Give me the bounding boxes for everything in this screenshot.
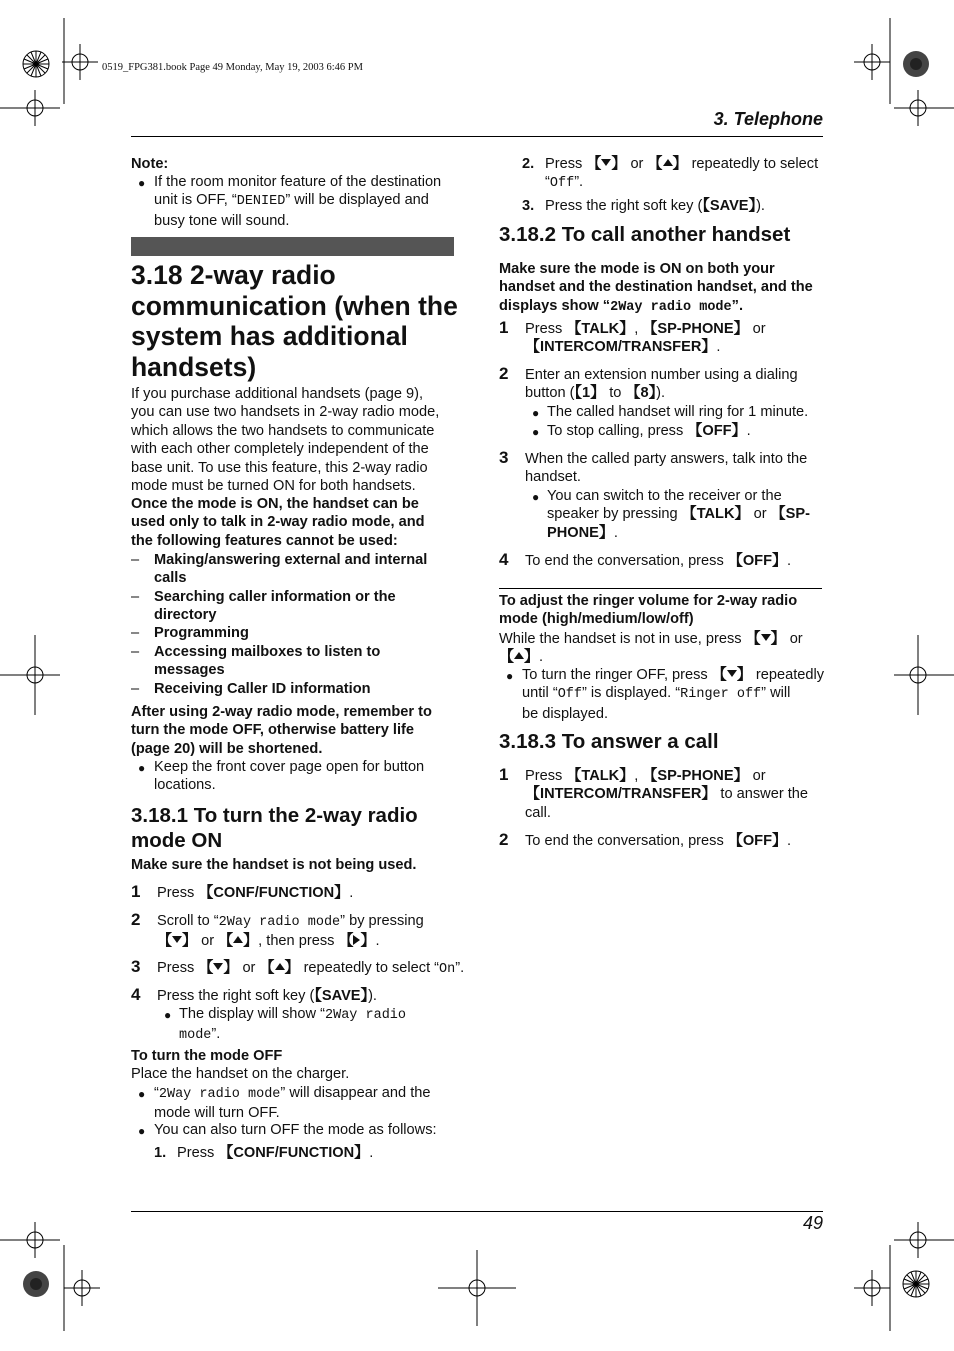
step-number: 3: [499, 448, 509, 467]
step-3: Press 【 】 or 【 】 repeatedly to select “On”.: [157, 959, 465, 977]
off-step-2: Press 【 】 or 【 】 repeatedly to select “Off”.: [545, 155, 819, 192]
up-arrow-icon: [275, 963, 285, 970]
step-4: Press the right soft key (【SAVE】).: [157, 987, 377, 1004]
answer-step-2: To end the conversation, press 【OFF】.: [525, 832, 792, 849]
precondition: Make sure the handset is not being used.: [131, 857, 417, 873]
list-item: Accessing mailboxes to listen to messages: [154, 644, 381, 679]
step-number: 2: [131, 910, 141, 929]
dash: –: [131, 552, 140, 568]
step-4-result: The display will show “2Way radio mode”.: [179, 1006, 407, 1044]
off-bullet-2: You can also turn OFF the mode as follows:: [154, 1122, 437, 1138]
step-number: 2: [499, 364, 509, 383]
down-arrow-icon: [213, 963, 223, 970]
ringer-title: To adjust the ringer volume for 2-way radio mode (high/medium/low/off): [499, 593, 798, 628]
list-item: Receiving Caller ID information: [154, 681, 371, 697]
up-arrow-icon: [233, 936, 243, 943]
print-info: 0519_FPG381.book Page 49 Monday, May 19, 2003 6:46 PM: [102, 62, 363, 73]
bullet: ●: [532, 490, 540, 504]
footer-rule: [131, 1211, 823, 1212]
dash: –: [131, 625, 140, 641]
section-title: 3.18 2-way radio communication (when the system has additional handsets): [131, 260, 458, 382]
down-arrow-icon: [727, 670, 737, 677]
down-arrow-icon: [172, 936, 182, 943]
intro-paragraph: If you purchase additional handsets (page 9), you can use two handsets in 2-way radio mode, which allows the two handsets to communicate with each other completely independent of the base unit. To use this feature, this 2-way radio mode must be turned ON for both handsets.: [131, 386, 440, 495]
subsection-title-2: 3.18.2 To call another handset: [499, 223, 791, 246]
restriction-paragraph: Once the mode is ON, the handset can be used only to talk in 2-way radio mode, and the following features cannot be used:: [131, 496, 425, 549]
down-arrow-icon: [761, 634, 771, 641]
precondition: Make sure the mode is ON on both your handset and the destination handset, and the displays show “2Way radio mode”.: [499, 261, 813, 315]
section-divider: [499, 588, 822, 589]
list-item: Making/answering external and internal calls: [154, 552, 428, 587]
section-bar: [131, 237, 454, 256]
ringer-off-note: To turn the ringer OFF, press 【 】 repeatedly until “Off” is displayed. “Ringer off” will be displayed.: [522, 666, 825, 722]
call-step-2: Enter an extension number using a dialing button (【1】 to 【8】).: [525, 367, 798, 402]
note-label: Note:: [131, 156, 169, 172]
bullet: ●: [138, 1124, 146, 1138]
up-arrow-icon: [514, 652, 524, 659]
step-number: 1.: [154, 1145, 167, 1161]
step-2: Scroll to “2Way radio mode” by pressing 【 】 or 【 】, then press 【 】.: [157, 913, 424, 950]
call-step-3: When the called party answers, talk into the handset.: [525, 451, 808, 486]
call-step-2-note-1: The called handset will ring for 1 minute.: [547, 404, 809, 420]
call-step-4: To end the conversation, press 【OFF】.: [525, 552, 792, 569]
dash: –: [131, 681, 140, 697]
call-step-1: Press 【TALK】, 【SP-PHONE】 or 【INTERCOM/TRANSFER】.: [525, 320, 766, 356]
step-number: 2: [499, 830, 509, 849]
off-desc: Place the handset on the charger.: [131, 1066, 350, 1082]
step-number: 1: [499, 318, 509, 337]
call-step-3-note: You can switch to the receiver or the speaker by pressing 【TALK】 or 【SP- PHONE】.: [547, 488, 810, 541]
cover-note: Keep the front cover page open for button locations.: [154, 759, 425, 794]
bullet: ●: [138, 761, 146, 775]
bullet: ●: [532, 406, 540, 420]
call-step-2-note-2: To stop calling, press 【OFF】.: [547, 422, 751, 439]
down-arrow-icon: [601, 159, 611, 166]
dash: –: [131, 644, 140, 660]
step-number: 3: [131, 957, 141, 976]
list-item: Programming: [154, 625, 249, 641]
bullet: ●: [138, 176, 146, 190]
step-number: 4: [131, 985, 141, 1004]
dash: –: [131, 589, 140, 605]
subsection-title-3: 3.18.3 To answer a call: [499, 730, 719, 753]
answer-step-1: Press 【TALK】, 【SP-PHONE】 or 【INTERCOM/TRANSFER】 to answer the call.: [525, 767, 809, 821]
bullet: ●: [532, 425, 540, 439]
bullet: ●: [506, 669, 514, 683]
ringer-desc: While the handset is not in use, press 【 】 or 【 】.: [499, 630, 803, 666]
up-arrow-icon: [663, 159, 673, 166]
off-bullet-1: “2Way radio mode” will disappear and the mode will turn OFF.: [154, 1085, 431, 1122]
chapter-title: 3. Telephone: [713, 109, 823, 129]
step-number: 1: [499, 765, 509, 784]
note-text: If the room monitor feature of the destination unit is OFF, “DENIED” will be displayed and busy tone will sound.: [154, 174, 442, 229]
off-step-3: Press the right soft key (【SAVE】).: [545, 197, 765, 214]
page-number: 49: [802, 1213, 823, 1233]
step-number: 4: [499, 550, 509, 569]
list-item: Searching caller information or the directory: [154, 589, 396, 624]
bullet: ●: [164, 1008, 172, 1022]
step-number: 2.: [522, 156, 535, 172]
off-step-1: Press 【CONF/FUNCTION】.: [177, 1144, 374, 1161]
battery-warning: After using 2-way radio mode, remember to turn the mode OFF, otherwise battery life (page 20) will be shortened.: [131, 704, 432, 757]
bullet: ●: [138, 1087, 146, 1101]
header-rule: [131, 136, 823, 137]
off-title: To turn the mode OFF: [131, 1048, 283, 1064]
step-number: 3.: [522, 198, 535, 214]
step-1: Press 【CONF/FUNCTION】.: [157, 884, 354, 901]
step-number: 1: [131, 882, 141, 901]
subsection-title-1: 3.18.1 To turn the 2-way radio mode ON: [131, 804, 418, 852]
